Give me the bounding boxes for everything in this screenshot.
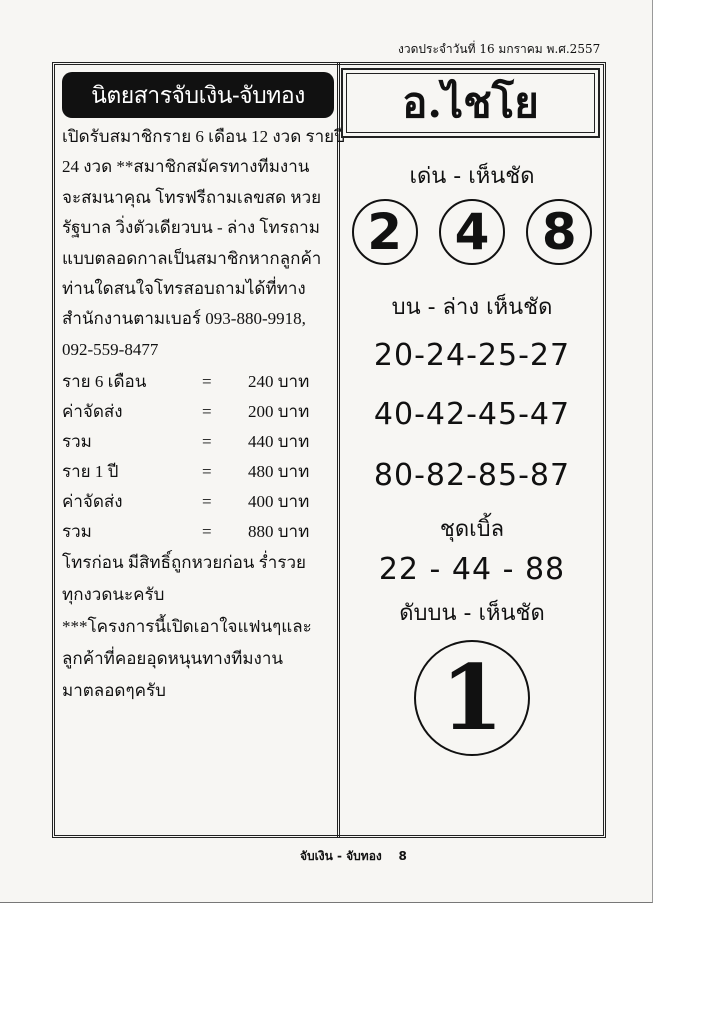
intro-line: จะสมนาคุณ โทรฟรีถามเลขสด หวย [62,187,322,207]
price-label: รวม [62,522,92,542]
intro-line: สำนักงานตามเบอร์ 093-880-9918, [62,309,306,329]
highlight-digits [341,199,603,265]
top-bottom-label: บน - ล่าง เห็นชัด [391,295,553,320]
price-label: ราย 6 เดือน [62,372,147,392]
single-label: ดับบน - เห็นชัด [399,601,545,626]
closing-line: ลูกค้าที่คอยอุดหนุนทางทีมงาน [62,649,284,669]
intro-text [62,122,345,365]
price-row [62,367,334,397]
price-row [62,517,334,547]
equals: = [202,402,212,422]
masthead: นิตยสารจับเงิน-จับทอง [62,72,334,118]
price-value: 200 บาท [248,402,310,422]
equals: = [202,492,212,512]
equals: = [202,462,212,482]
closing-line: ทุกงวดนะครับ [62,585,165,605]
double-numbers: 22 - 44 - 88 [378,552,566,587]
price-row [62,487,334,517]
closing-line: ***โครงการนี้เปิดเอาใจแฟนๆและ [62,617,312,637]
digit-circle: 4 [439,199,505,265]
price-row [62,457,334,487]
price-row [62,427,334,457]
intro-line: 24 งวด **สมาชิกสมัครทางทีมงาน [62,157,310,177]
page-number: 8 [398,849,407,863]
price-value: 400 บาท [248,492,310,512]
intro-line: แบบตลอดกาลเป็นสมาชิกหากลูกค้า [62,248,322,268]
price-table [62,367,334,547]
issue-date: งวดประจำวันที่ 16 มกราคม พ.ศ.2557 [398,42,601,56]
price-value: 440 บาท [248,432,310,452]
prediction-title: อ.ไชโย [341,68,600,138]
column-divider [337,62,340,838]
closing-line: มาตลอดๆครับ [62,681,166,701]
digit-circle: 8 [526,199,592,265]
intro-line: 092-559-8477 [62,339,159,359]
number-row: 80-82-85-87 [373,458,571,493]
price-value: 240 บาท [248,372,310,392]
closing-line: โทรก่อน มีสิทธิ์ถูกหวยก่อน ร่ำรวย [62,553,306,573]
intro-line: เปิดรับสมาชิกราย 6 เดือน 12 งวด รายปี [62,127,345,146]
digit-circle: 2 [352,199,418,265]
page-footer [300,847,407,866]
price-row [62,397,334,427]
footer-magazine: จับเงิน - จับทอง [300,849,382,863]
equals: = [202,372,212,392]
single-digit-circle: 1 [414,640,530,756]
price-label: ค่าจัดส่ง [62,492,123,512]
price-value: 480 บาท [248,462,310,482]
number-row: 40-42-45-47 [373,397,571,432]
price-label: ค่าจัดส่ง [62,402,123,422]
subscription-column [62,72,345,707]
intro-line: ท่านใดสนใจโทรสอบถามได้ที่ทาง [62,279,306,299]
closing-text [62,547,334,707]
prediction-column [341,66,603,756]
price-label: ราย 1 ปี [62,462,119,482]
number-row: 20-24-25-27 [373,338,571,373]
double-label: ชุดเบิ้ล [439,517,505,542]
price-label: รวม [62,432,92,452]
intro-line: รัฐบาล วิ่งตัวเดียวบน - ล่าง โทรถาม [62,218,320,238]
highlight-label: เด่น - เห็นชัด [409,164,535,189]
price-value: 880 บาท [248,522,310,542]
equals: = [202,522,212,542]
equals: = [202,432,212,452]
